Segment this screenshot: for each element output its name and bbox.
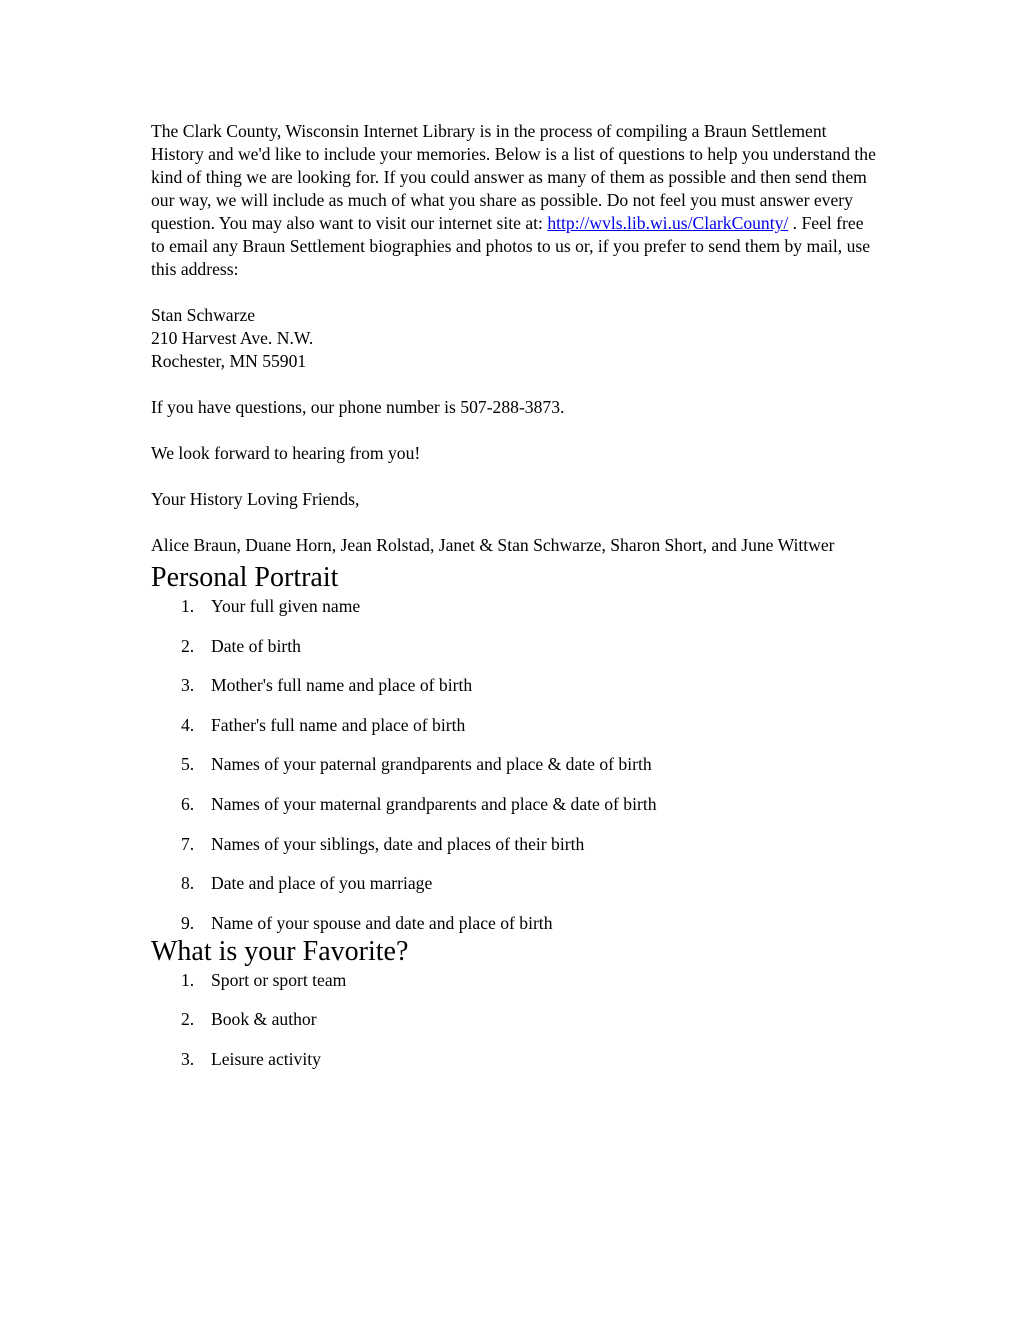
list-item-number: 5.: [181, 754, 195, 775]
list-item-number: 9.: [181, 912, 195, 933]
document-page: [151, 120, 876, 1071]
list-item-text: Date of birth: [211, 635, 301, 656]
list-item-text: Names of your maternal grandparents and place & date of birth: [211, 793, 657, 814]
list-item: [151, 595, 876, 618]
list-item-text: Sport or sport team: [211, 969, 347, 990]
list-item-number: 2.: [181, 1009, 195, 1030]
list-item-text: Names of your paternal grandparents and place & date of birth: [211, 754, 652, 775]
list-item-number: 3.: [181, 1048, 195, 1069]
address-name: Stan Schwarze: [151, 305, 256, 325]
list-item: [151, 714, 876, 737]
list-item: [151, 969, 876, 992]
list-item: [151, 833, 876, 856]
list-item: [151, 1008, 876, 1031]
closing-paragraph: We look forward to hearing from you!: [151, 443, 421, 463]
intro-paragraph: [151, 120, 876, 281]
list-item-number: 2.: [181, 635, 195, 656]
list-item-text: Your full given name: [211, 596, 361, 616]
list-item-text: Date and place of you marriage: [211, 873, 433, 894]
list-item-number: 1.: [181, 969, 195, 990]
list-item-text: Name of your spouse and date and place of birth: [211, 912, 553, 933]
section-heading-favorites: What is your Favorite?: [151, 935, 409, 967]
personal-portrait-question-list: [151, 595, 876, 935]
list-item-text: Book & author: [211, 1009, 317, 1030]
list-item: [151, 1048, 876, 1071]
intro-text-after-link: . Feel free to email any Braun Settlement biographies and photos to us or, if you prefer to send them by mail, use this address:: [151, 213, 871, 279]
list-item: [151, 793, 876, 816]
list-item-number: 3.: [181, 675, 195, 696]
intro-text-before-link: The Clark County, Wisconsin Internet Library is in the process of compiling a Braun Settlement History and we'd like to include your memories. Below is a list of questions to help you understand the kind of thing we are looking for. If you could answer as many of them as possible and then send them our way, we will include as much of what you share as possible. Do not feel you must answer every question. You may also want to visit our internet site at:: [151, 121, 876, 233]
list-item: [151, 674, 876, 697]
signers-paragraph: Alice Braun, Duane Horn, Jean Rolstad, Janet & Stan Schwarze, Sharon Short, and June Wittwer: [151, 535, 835, 555]
list-item: [151, 753, 876, 776]
list-item-number: 6.: [181, 793, 195, 814]
list-item-number: 8.: [181, 873, 195, 894]
list-item-text: Names of your siblings, date and places of their birth: [211, 833, 585, 854]
list-item-number: 7.: [181, 833, 195, 854]
address-street: 210 Harvest Ave. N.W.: [151, 328, 314, 348]
list-item: [151, 912, 876, 935]
list-item-text: Leisure activity: [211, 1048, 321, 1069]
phone-paragraph: If you have questions, our phone number is 507-288-3873.: [151, 397, 565, 417]
list-item-text: Father's full name and place of birth: [211, 714, 466, 735]
list-item-text: Mother's full name and place of birth: [211, 675, 473, 696]
list-item-number: 1.: [181, 596, 195, 616]
list-item: [151, 635, 876, 658]
mailing-address: [151, 304, 876, 373]
clark-county-site-link[interactable]: http://wvls.lib.wi.us/ClarkCounty/: [547, 213, 789, 233]
list-item: [151, 872, 876, 895]
section-heading-personal-portrait: Personal Portrait: [151, 562, 339, 593]
address-city: Rochester, MN 55901: [151, 351, 307, 371]
list-item-number: 4.: [181, 714, 195, 735]
signoff-paragraph: Your History Loving Friends,: [151, 489, 360, 509]
favorites-question-list: [151, 969, 876, 1071]
